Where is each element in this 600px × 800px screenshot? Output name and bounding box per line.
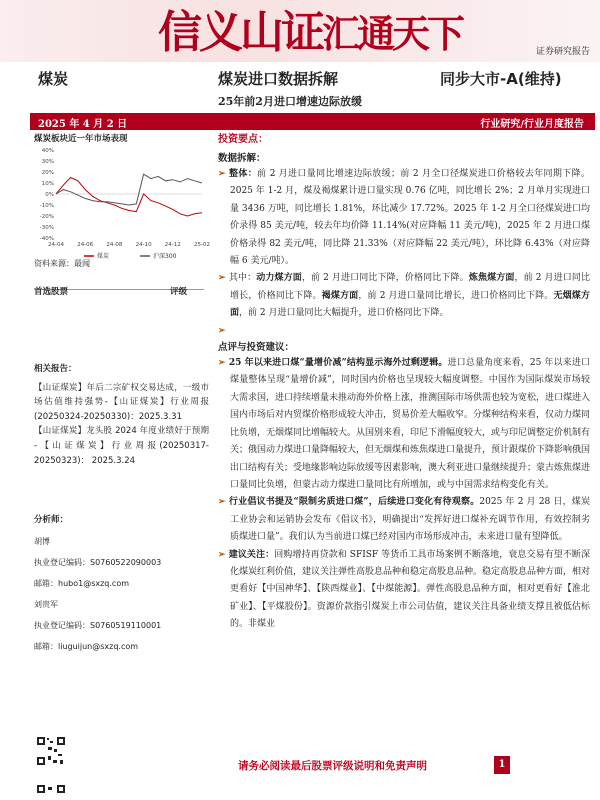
analyst-name: 胡博	[34, 537, 50, 546]
y-tick-label: -20%	[39, 214, 54, 220]
analyst-title: 分析师：	[34, 515, 69, 525]
bullet-icon: ➢	[218, 549, 229, 560]
y-tick-label: 40%	[41, 148, 54, 154]
company-logo: 信义山证汇通天下	[158, 7, 463, 58]
paragraph-overall: ➢ 整体：前 2 月进口量同比增速边际放缓；前 2 月全口径煤炭进口价格较去年同期下降。2025 年 1-2 月，煤及褐煤累计进口量实现 0.76 亿吨，同比增长 2%；2 月单月实现进口量 3436 万吨，同比增长 1.81%，环比减少 17.72%。2025 年 1-2 月全口径煤炭进口均价录得 85 美元/吨，较去年均价降 11.14%(对应降幅 11 美元/吨)，2025 年 2 月进口煤价格录得 82 美元/吨，同比降 21.33%（对应降幅 22 美元/吨），环比降 6.43%（对应降幅 6 美元/吨）。	[218, 169, 590, 267]
data-section-title: 数据拆解：	[218, 153, 266, 164]
y-tick-label: -10%	[39, 203, 54, 209]
analyst-email[interactable]: 邮箱：hubo1@sxzq.com	[34, 579, 130, 588]
analyst-name: 刘贵军	[34, 600, 58, 609]
y-tick-label: 10%	[41, 181, 54, 187]
report-category-tag: 证券研究报告	[535, 47, 590, 57]
main-content	[218, 133, 590, 634]
bullet-icon: ➢	[218, 358, 229, 369]
qr-code-icon	[36, 736, 66, 766]
legend-label: 沪深300	[153, 253, 177, 260]
paragraph-breakdown: ➢ 其中：动力煤方面，前 2 月进口同比下降，价格同比下降。炼焦煤方面，前 2 月进口同比增长，价格同比下降。褐煤方面，前 2 月进口量同比增长，进口价格同比下降。无烟煤方面，前 2 月进口量同比大幅提升，进口价格同比下降。	[218, 273, 590, 319]
related-report-item[interactable]: 【山证煤炭】龙头股 2024 年度业绩好于预期 -【山证煤炭】行业周报(20250317-20250323)： 2025.3.24	[34, 426, 209, 466]
x-tick-label: 24-10	[135, 242, 152, 248]
x-tick-label: 24-08	[106, 242, 123, 248]
analyst-email[interactable]: 邮箱：liuguijun@sxzq.com	[34, 642, 139, 651]
y-tick-label: 20%	[41, 170, 54, 176]
analyst-reg: 执业登记编码：S0760519110001	[34, 621, 162, 630]
bullet-icon: ➢	[218, 273, 229, 284]
paragraph-initiative: ➢ 行业倡议书提及“限制劣质进口煤”，后续进口变化有待观察。2025 年 2 月 28 日，煤炭工业协会和运销协会发布《倡议书》，明确提出“发挥好进口煤补充调节作用，有效控制劣质煤进口量”。我们认为当前进口煤已经对国内市场形成冲击，未来进口量有望降低。	[218, 497, 591, 543]
y-tick-label: 30%	[41, 159, 54, 165]
chart-title: 煤炭板块近一年市场表现	[34, 134, 128, 144]
report-date: 2025 年 4 月 2 日	[38, 119, 128, 130]
stock-header: 首选股票	[34, 287, 69, 297]
points-title: 投资要点：	[218, 134, 268, 145]
paragraph-import-structure: ➢ 25 年以来进口煤“量增价减”结构显示海外过剩逻辑。进口总量角度来看，25 年以来进口煤量整体呈现“量增价减”，同时国内价格也呈现较大幅度调整。中国作为国际煤炭市场较大需求国，进口持续增量未推动海外价格上涨，推测国际市场供需也较为宽松，进口煤进入国内市场后对内贸煤价格形成较大冲击，贸易价差大幅收窄。分煤种结构来看，仅动力煤同比负增，无烟煤同比增幅较大。从国别来看，印尼下滑幅度较大，或与印尼调整定价机制有关；俄国动力煤进口量降幅较大，但无烟煤和炼焦煤进口量提升，预计跟煤价下降影响俄国出口结构有关；受地缘影响边际放缓等因素影响，澳大利亚进口量继续提升；蒙古炼焦煤进口量同比负增，但蒙古动力煤进口量同比有所增加，或与中国需求结构变化有关。	[218, 358, 591, 490]
related-reports	[34, 362, 209, 468]
advice-title: 点评与投资建议：	[218, 342, 295, 354]
related-report-item[interactable]: 【山证煤炭】年后二宗矿权交易达成，一级市场估值维持强势-【山证煤炭】行业周报(20250324-20250330)：2025.3.31	[34, 382, 209, 422]
x-tick-label: 24-04	[48, 242, 64, 248]
x-tick-label: 24-12	[164, 242, 181, 248]
series-line	[56, 178, 202, 217]
related-title: 相关报告：	[34, 364, 77, 374]
legend-label: 煤炭	[97, 253, 110, 260]
paragraph-recommendation: ➢ 建议关注：回购增持再贷款和 SFISF 等货币工具市场案例不断落地，衰息交易有望不断深化煤炭红利价值，建议关注弹性高股息品种和稳定高股息品种。稳定高股息品种方面，相对更看好【中国神华】、【陕西煤业】、【中煤能源】。弹性高股息品种方面，相对更看好【淮北矿业】、【平煤股份】。资源价款指引煤炭上市公司估值，建议关注具备业绩支撑且被低估标的。非煤业	[218, 549, 591, 630]
chart-source: 资料来源：最闻	[34, 259, 90, 268]
footer-disclaimer[interactable]: 请务必阅读最后股票评级说明和免责声明	[238, 760, 427, 772]
analysts	[34, 510, 209, 657]
series-line	[56, 174, 202, 205]
y-tick-label: -30%	[39, 225, 54, 231]
bullet-icon: ➢	[218, 169, 230, 179]
rating-header: 评级	[170, 287, 188, 297]
analyst-reg: 执业登记编码：S0760522090003	[34, 558, 162, 567]
market-performance-chart	[34, 142, 210, 264]
y-tick-label: -40%	[39, 236, 54, 242]
rating-label: 同步大市-A(维持)	[440, 70, 562, 88]
report-subtitle: 25年前2月进口增速边际放缓	[218, 95, 362, 108]
title-row	[0, 64, 600, 90]
bullet-icon: ➢	[218, 325, 226, 336]
page-number: 1	[494, 756, 510, 774]
y-tick-label: 0%	[45, 192, 54, 198]
qr-code-icon	[36, 784, 66, 800]
stock-table-header	[34, 285, 204, 297]
x-tick-label: 25-02	[194, 242, 210, 248]
report-title: 煤炭进口数据拆解	[218, 70, 339, 88]
x-tick-label: 24-06	[77, 242, 94, 248]
bullet-icon: ➢	[218, 497, 229, 508]
industry-label: 煤炭	[38, 70, 69, 88]
report-type: 行业研究/行业月度报告	[480, 119, 584, 130]
